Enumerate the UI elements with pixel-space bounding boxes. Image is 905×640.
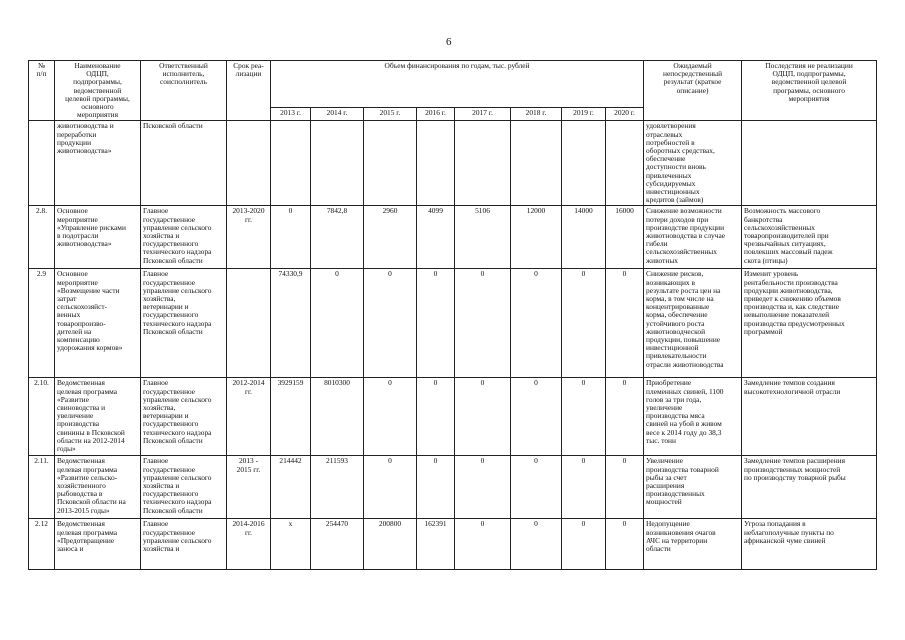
row-term	[227, 121, 271, 206]
row-value: 16000	[606, 206, 644, 269]
header-year: 2014 г.	[311, 108, 364, 121]
row-value: х	[271, 519, 311, 570]
row-term: 2013-2020 гг.	[227, 206, 271, 269]
row-consequences: Угроза попадания в неблагополучные пункты по африканской чуме свиней	[742, 519, 877, 570]
row-value: 8010300	[311, 378, 364, 456]
row-name: Ведомственная целевая программа «Предотвращение заноса и	[55, 519, 141, 570]
row-value	[311, 121, 364, 206]
row-result: Снижение рисков, возникающих в результате роста цен на корма, в том числе на концентрированные корма, обеспечение устойчивого роста животноводческой продукции, повышение инвестиционной привлекательности отрасли животноводства	[644, 269, 742, 378]
table-row	[29, 121, 877, 206]
row-value: 0	[511, 456, 562, 519]
table-row	[29, 378, 877, 456]
row-value: 0	[606, 456, 644, 519]
header-year: 2020 г.	[606, 108, 644, 121]
header-year: 2019 г.	[562, 108, 606, 121]
header-funding: Объем финансирования по годам, тыс. рублей	[271, 61, 644, 108]
header-year: 2015 г.	[364, 108, 417, 121]
page-number: 6	[446, 36, 452, 48]
row-value: 7842,8	[311, 206, 364, 269]
row-result: удовлетворения отраслевых потребностей в оборотных средствах, обеспечение доступности вновь привлеченных субсидируемых инвестиционных кредитов (займов)	[644, 121, 742, 206]
row-value: 0	[562, 456, 606, 519]
row-responsible: Главное государственное управление сельского хозяйства, ветеринарии и государственного технического надзора Псковской области	[141, 269, 227, 378]
row-value: 0	[455, 269, 511, 378]
row-num: 2.11.	[29, 456, 55, 519]
row-value: 0	[364, 456, 417, 519]
header-name: Наименование ОДЦП, подпрограммы, ведомственной целевой программы, основного мероприятия	[55, 61, 141, 121]
row-num: 2.8.	[29, 206, 55, 269]
row-value: 0	[417, 456, 455, 519]
header-result: Ожидаемый непосредственный результат (краткое описание)	[644, 61, 742, 121]
row-value	[417, 121, 455, 206]
row-value: 162391	[417, 519, 455, 570]
row-consequences: Замедление темпов создания высокотехнологичной отрасли	[742, 378, 877, 456]
row-name: Ведомственная целевая программа «Развитие сельско- хозяйственного рыбоводства в Псковской области на 2013-2015 годы»	[55, 456, 141, 519]
row-value: 0	[271, 206, 311, 269]
row-name: Основное мероприятие «Возмещение части затрат сельскохозяйст- венных товаропроизво- дителей на компенсацию удорожания кормов»	[55, 269, 141, 378]
table-row	[29, 519, 877, 570]
row-value: 0	[511, 269, 562, 378]
header-year: 2017 г.	[455, 108, 511, 121]
row-result: Увеличение производства товарной рыбы за счет расширения производственных мощностей	[644, 456, 742, 519]
header-responsible: Ответственный исполнитель, соисполнитель	[141, 61, 227, 121]
row-name: Ведомственная целевая программа «Развитие свиноводства и увеличение производства свинины в Псковской области на 2012-2014 годы»	[55, 378, 141, 456]
row-name: животноводства и переработки продукции животноводства»	[55, 121, 141, 206]
row-consequences: Изменит уровень рентабельности производства продукции животноводства, приведет к снижению объемов производства и, как следствие невыполнение показателей производства предусмотренных программой	[742, 269, 877, 378]
row-num	[29, 121, 55, 206]
row-value: 214442	[271, 456, 311, 519]
row-value	[364, 121, 417, 206]
row-value: 200800	[364, 519, 417, 570]
row-responsible: Главное государственное управление сельского хозяйства, ветеринарии и государственного технического надзора Псковской области	[141, 378, 227, 456]
row-term	[227, 269, 271, 378]
row-value: 0	[562, 519, 606, 570]
row-result: Приобретение племенных свиней, 1100 голов за три года, увеличение производства мяса свиней на убой в живом весе к 2014 году до 38,3 тыс. тонн	[644, 378, 742, 456]
row-value: 0	[562, 269, 606, 378]
row-result: Недопущение возникновения очагов АЧС на территории области	[644, 519, 742, 570]
header-year: 2016 г.	[417, 108, 455, 121]
row-value: 0	[417, 269, 455, 378]
program-table	[28, 60, 877, 570]
row-value: 3929159	[271, 378, 311, 456]
row-value: 12000	[511, 206, 562, 269]
table-row	[29, 456, 877, 519]
row-value: 0	[562, 378, 606, 456]
row-num: 2.12	[29, 519, 55, 570]
row-value: 4099	[417, 206, 455, 269]
row-value: 5106	[455, 206, 511, 269]
row-result: Снижение возможности потери доходов при производстве продукции животноводства в случае гибели сельскохозяйственных животных	[644, 206, 742, 269]
row-num: 2.10.	[29, 378, 55, 456]
row-value	[511, 121, 562, 206]
row-value: 0	[455, 456, 511, 519]
row-name: Основное мероприятие «Управление рисками в подотрасли животноводства»	[55, 206, 141, 269]
row-value	[455, 121, 511, 206]
row-value: 254470	[311, 519, 364, 570]
row-responsible: Главное государственное управление сельского хозяйства и	[141, 519, 227, 570]
row-value: 0	[455, 378, 511, 456]
row-responsible: Главное государственное управление сельского хозяйства и государственного технического надзора Псковской области	[141, 206, 227, 269]
row-value	[271, 121, 311, 206]
row-value: 0	[511, 519, 562, 570]
row-responsible: Псковской области	[141, 121, 227, 206]
row-value: 0	[455, 519, 511, 570]
row-consequences: Возможность массового банкротства сельскохозяйственных товаропроизводителей при чрезвычайных ситуациях, повлекших массовый падеж скота (птицы)	[742, 206, 877, 269]
header-num: № п/п	[29, 61, 55, 121]
row-value: 0	[511, 378, 562, 456]
row-value: 2960	[364, 206, 417, 269]
row-value	[606, 121, 644, 206]
header-year: 2013 г.	[271, 108, 311, 121]
row-value: 0	[364, 269, 417, 378]
row-value: 14000	[562, 206, 606, 269]
row-value: 211593	[311, 456, 364, 519]
header-consequences: Последствия не реализации ОДЦП, подпрограммы, ведомственной целевой программы, основного мероприятия	[742, 61, 877, 121]
table-row	[29, 206, 877, 269]
row-responsible: Главное государственное управление сельского хозяйства и государственного технического надзора Псковской области	[141, 456, 227, 519]
row-value: 0	[417, 378, 455, 456]
row-consequences: Замедление темпов расширения производственных мощностей по производству товарной рыбы	[742, 456, 877, 519]
row-consequences	[742, 121, 877, 206]
header-term: Срок реа- лизации	[227, 61, 271, 121]
row-value: 0	[364, 378, 417, 456]
row-value: 74330,9	[271, 269, 311, 378]
row-term: 2012-2014 гг.	[227, 378, 271, 456]
row-value: 0	[311, 269, 364, 378]
row-value: 0	[606, 519, 644, 570]
row-value: 0	[606, 269, 644, 378]
row-value: 0	[606, 378, 644, 456]
row-term: 2014-2016 гг.	[227, 519, 271, 570]
row-value	[562, 121, 606, 206]
row-term: 2013 - 2015 гг.	[227, 456, 271, 519]
table-row	[29, 269, 877, 378]
header-year: 2018 г.	[511, 108, 562, 121]
row-num: 2.9	[29, 269, 55, 378]
